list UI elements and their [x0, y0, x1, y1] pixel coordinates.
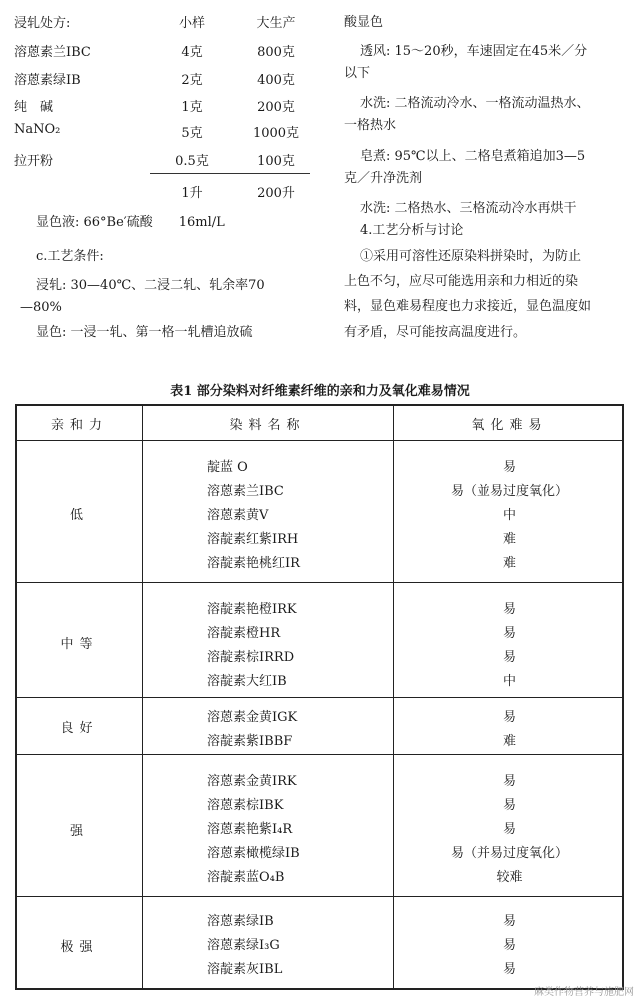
- oxidation-value: 难: [502, 734, 516, 749]
- oxidation-value: 易: [502, 938, 516, 953]
- right-line: 料，显色难易程度也力求接近，显色温度如: [344, 299, 592, 314]
- dye-name: 溶蒽素绿IB: [207, 914, 274, 929]
- dye-name: 溶蒽素绿I₃G: [207, 938, 280, 953]
- right-line: 4.工艺分析与讨论: [360, 223, 464, 238]
- recipe-row-small: 5克: [181, 126, 203, 141]
- row-divider: [17, 896, 622, 897]
- affinity-label: 极强: [60, 940, 99, 955]
- col-header-small: 小样: [178, 16, 205, 31]
- dye-name: 溶蒽素金黄IRK: [207, 774, 297, 789]
- oxidation-value: 易: [502, 798, 516, 813]
- recipe-row-name: 纯 碱: [14, 100, 54, 115]
- oxidation-value: 易: [502, 626, 516, 641]
- dye-name: 溶靛素蓝O₄B: [207, 870, 285, 885]
- right-line: 水洗: 二格流动冷水、一格流动温热水、: [360, 96, 590, 111]
- dye-name: 靛蓝 O: [207, 460, 248, 475]
- oxidation-value: 易: [502, 650, 516, 665]
- recipe-row-small: 0.5克: [175, 154, 209, 169]
- header-oxidation: 氧化难易: [471, 418, 548, 433]
- right-line: ①采用可溶性还原染料拼染时，为防止: [360, 249, 582, 264]
- recipe-row-big: 200克: [257, 100, 295, 115]
- oxidation-value: 易（并易过度氧化）: [450, 846, 568, 861]
- process-padding-cont: —80%: [20, 300, 62, 315]
- process-padding: 浸轧: 30—40℃、二浸二轧、轧余率70: [36, 278, 265, 293]
- recipe-row-small: 4克: [181, 45, 203, 60]
- recipe-row-big: 100克: [257, 154, 295, 169]
- right-line: 克／升净洗剂: [344, 171, 423, 186]
- affinity-label: 良好: [60, 721, 99, 736]
- oxidation-value: 难: [502, 532, 516, 547]
- row-divider: [17, 754, 622, 755]
- right-line: 透风: 15～20秒，车速固定在45米／分: [360, 44, 588, 59]
- oxidation-value: 易: [502, 822, 516, 837]
- table-caption: 表1 部分染料对纤维素纤维的亲和力及氧化难易情况: [170, 384, 470, 399]
- oxidation-value: 易: [502, 914, 516, 929]
- oxidation-value: 易: [502, 774, 516, 789]
- recipe-row-name: 溶蒽素兰IBC: [14, 45, 91, 60]
- dye-name: 溶蒽素棕IBK: [207, 798, 284, 813]
- affinity-label: 低: [69, 508, 89, 523]
- dye-name: 溶蒽素兰IBC: [207, 484, 284, 499]
- process-heading: c.工艺条件:: [36, 249, 104, 264]
- right-line: 有矛盾，尽可能按高温度进行。: [344, 325, 527, 340]
- recipe-total-small: 1升: [181, 186, 203, 201]
- row-divider: [17, 440, 622, 441]
- header-dye-name: 染料名称: [229, 418, 306, 433]
- row-divider: [17, 582, 622, 583]
- dye-name: 溶靛素橙HR: [207, 626, 281, 641]
- dye-name: 溶蒽素金黄IGK: [207, 710, 298, 725]
- dye-name: 溶靛素紫IBBF: [207, 734, 293, 749]
- affinity-label: 强: [69, 824, 89, 839]
- recipe-row-name: 溶蒽素绿IB: [14, 73, 81, 88]
- recipe-row-name: 拉开粉: [14, 154, 54, 169]
- dye-name: 溶靛素红紫IRH: [207, 532, 299, 547]
- col-header-big: 大生产: [256, 16, 296, 31]
- row-divider: [17, 697, 622, 698]
- dye-name: 溶靛素大红IB: [207, 674, 287, 689]
- affinity-table: [15, 404, 624, 990]
- developer-line: 显色液: 66°Be′硫酸 16ml/L: [36, 215, 225, 230]
- oxidation-value: 易: [502, 460, 516, 475]
- header-affinity: 亲和力: [50, 418, 108, 433]
- recipe-title: 浸轧处方:: [14, 16, 71, 31]
- process-develop: 显色: 一浸一轧、第一格一轧槽追放硫: [36, 325, 253, 340]
- watermark: 麻类作物营养与施肥网: [534, 987, 634, 998]
- recipe-row-small: 2克: [181, 73, 203, 88]
- right-line: 以下: [344, 66, 371, 81]
- right-line: 水洗: 二格热水、三格流动冷水再烘干: [360, 201, 577, 216]
- oxidation-value: 中: [502, 674, 516, 689]
- right-line: 上色不匀，应尽可能选用亲和力相近的染: [344, 274, 579, 289]
- right-line: 皂煮: 95℃以上、二格皂煮箱追加3—5: [360, 149, 586, 164]
- recipe-row-name: NaNO₂: [14, 122, 61, 137]
- oxidation-value: 易: [502, 710, 516, 725]
- dye-name: 溶靛素艳桃红IR: [207, 556, 300, 571]
- dye-name: 溶蒽素黄V: [207, 508, 269, 523]
- right-line: 酸显色: [344, 15, 384, 30]
- dye-name: 溶靛素艳橙IRK: [207, 602, 297, 617]
- dye-name: 溶靛素灰IBL: [207, 962, 283, 977]
- oxidation-value: 难: [502, 556, 516, 571]
- dye-name: 溶蒽素艳紫I₄R: [207, 822, 293, 837]
- oxidation-value: 易: [502, 602, 516, 617]
- dye-name: 溶蒽素橄榄绿IB: [207, 846, 300, 861]
- recipe-total-big: 200升: [257, 186, 295, 201]
- right-line: 一格热水: [344, 118, 397, 133]
- oxidation-value: 易（並易过度氧化）: [450, 484, 568, 499]
- oxidation-value: 中: [502, 508, 516, 523]
- dye-name: 溶靛素棕IRRD: [207, 650, 295, 665]
- total-rule: [150, 173, 310, 174]
- recipe-row-big: 1000克: [252, 126, 300, 141]
- oxidation-value: 易: [502, 962, 516, 977]
- oxidation-value: 较难: [496, 870, 523, 885]
- recipe-row-big: 800克: [257, 45, 295, 60]
- affinity-label: 中等: [60, 637, 99, 652]
- recipe-row-small: 1克: [181, 100, 203, 115]
- recipe-row-big: 400克: [257, 73, 295, 88]
